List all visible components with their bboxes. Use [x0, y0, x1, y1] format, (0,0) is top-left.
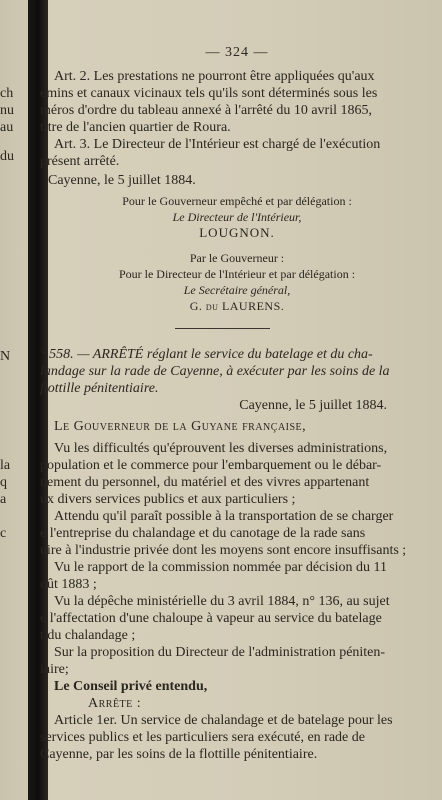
separator-rule — [175, 328, 270, 329]
body-line: Cayenne, par les soins de la flottille pénitentiaire. — [40, 747, 318, 762]
body-line: population et le commerce pour l'embarquement ou le débar- — [40, 458, 382, 473]
body-line: Sur la proposition du Directeur de l'administration péniten- — [54, 645, 386, 660]
decree-title — [40, 346, 434, 397]
left-fragment: a — [0, 492, 7, 507]
body-line: t du chalandage ; — [40, 628, 136, 643]
body-line: Le Conseil privé entendu, — [54, 679, 208, 694]
left-fragment: au — [0, 120, 14, 135]
decree-date: Cayenne, le 5 juillet 1884. — [239, 398, 387, 413]
left-fragment: N — [0, 349, 11, 364]
arrete-heading: Arrête : — [88, 696, 142, 711]
left-fragment: la — [0, 458, 11, 473]
place-date: Cayenne, le 5 juillet 1884. — [48, 173, 196, 188]
body-line: uement du personnel, du matériel et des vivres appartenant — [40, 475, 370, 490]
body-line: e l'entreprise du chalandage et du canotage de la rade sans — [40, 526, 366, 541]
article-2-line: Art. 2. Les prestations ne pourront être appliquées qu'aux — [54, 69, 375, 84]
article-2 — [40, 68, 434, 136]
body-line: Vu les difficultés qu'éprouvent les diverses administrations, — [54, 441, 388, 456]
article-2-line: titre de l'ancien quartier de Roura. — [40, 120, 231, 135]
signature-line: Pour le Gouverneur empêché et par délégation : — [122, 194, 352, 208]
body-line: Article 1er. Un service de chalandage et de batelage pour les — [54, 713, 393, 728]
body-line: uire à l'industrie privée dont les moyens sont encore insuffisants ; — [40, 543, 407, 558]
body-line: services publics et les particuliers sera exécuté, en rade de — [40, 730, 365, 745]
signature-block-2 — [40, 250, 434, 314]
left-fragment: ch — [0, 86, 14, 101]
left-fragment: nu — [0, 103, 14, 118]
left-fragment: du — [0, 149, 14, 164]
signature-role: Le Secrétaire général, — [183, 283, 291, 297]
left-fragment: q — [0, 475, 7, 490]
signature-name: LOUGNON. — [199, 225, 275, 240]
decree-title-line: flottille pénitentiaire. — [40, 381, 159, 396]
decree-body — [40, 440, 434, 763]
body-line: oût 1883 ; — [40, 577, 97, 592]
body-line: Vu le rapport de la commission nommée par décision du 11 — [54, 560, 388, 575]
signature-role: Le Directeur de l'Intérieur, — [172, 210, 302, 224]
signature-line: Par le Gouverneur : — [189, 251, 285, 265]
article-3-line: présent arrêté. — [40, 154, 120, 169]
article-2-line: emins et canaux vicinaux tels qu'ils sont déterminés sous les — [40, 86, 378, 101]
body-line: Vu la dépêche ministérielle du 3 avril 1884, n° 136, au sujet — [54, 594, 390, 609]
left-fragment: c — [0, 526, 7, 541]
signature-line: Pour le Directeur de l'Intérieur et par délégation : — [118, 267, 356, 281]
article-3 — [40, 136, 434, 170]
body-line: Attendu qu'il paraît possible à la transportation de se charger — [54, 509, 394, 524]
body-line: ux divers services publics et aux particuliers ; — [40, 492, 296, 507]
signature-block-1 — [40, 193, 434, 241]
body-line: e l'affectation d'une chaloupe à vapeur au service du batelage — [40, 611, 382, 626]
article-2-line: méros d'ordre du tableau annexé à l'arrêté du 10 avril 1865, — [40, 103, 372, 118]
article-3-line: Art. 3. Le Directeur de l'Intérieur est chargé de l'exécution — [54, 137, 381, 152]
signature-name: G. du LAURENS. — [189, 299, 285, 313]
body-line: iaire; — [40, 662, 69, 677]
decree-title-line: landage sur la rade de Cayenne, à exécuter par les soins de la — [40, 364, 390, 379]
page-number: — 324 — — [205, 45, 269, 60]
decree-title-line: ° 558. — ARRÊTÉ réglant le service du batelage et du cha- — [40, 347, 373, 362]
governor-heading: Le Gouverneur de la Guyane française, — [54, 419, 307, 434]
